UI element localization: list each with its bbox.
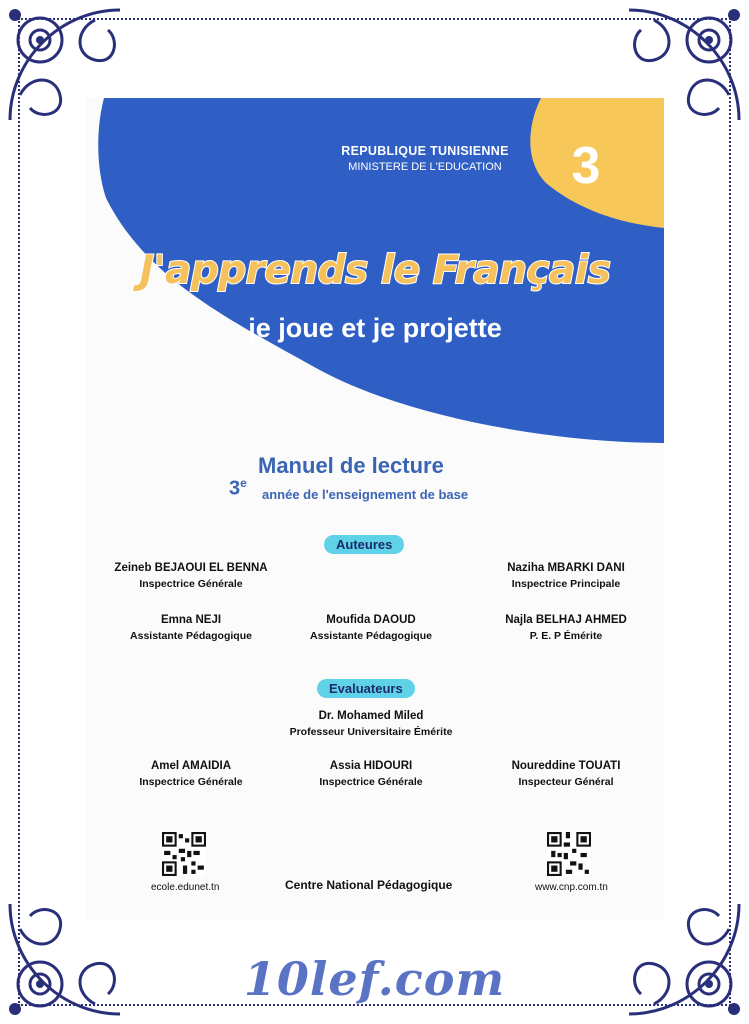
book-title: J'apprends le Français [139,248,611,293]
ministry-name: MINISTERE DE L'EDUCATION [348,161,502,173]
authors-label: Auteures [324,535,404,554]
grade-number: 3 [571,137,601,195]
publisher-name: Centre National Pédagogique [285,878,453,892]
right-url: www.cnp.com.tn [535,882,608,893]
left-url: ecole.edunet.tn [151,882,220,893]
qr-code-icon [162,832,206,876]
watermark: 10lef.com [243,952,506,1006]
manual-type: Manuel de lecture [258,453,444,478]
qr-code-icon [547,832,591,876]
book-cover [86,98,664,920]
author-3: Emna NEJI Assistante Pédagogique [130,614,252,642]
evaluators-label: Evaluateurs [317,679,415,698]
author-2: Naziha MBARKI DANI Inspectrice Principale [507,562,625,590]
book-subtitle: je joue et je projette [248,313,502,343]
year-line: année de l'enseignement de base [262,487,469,502]
evaluator-4: Noureddine TOUATI Inspecteur Général [511,760,621,788]
evaluator-2: Amel AMAIDIA Inspectrice Générale [139,760,243,788]
grade-level: 3e [229,476,247,500]
evaluator-1: Dr. Mohamed Miled Professeur Universitaire Émérite [289,710,453,738]
evaluator-3: Assia HIDOURI Inspectrice Générale [319,760,423,788]
author-4: Moufida DAOUD Assistante Pédagogique [310,614,432,642]
country-name: REPUBLIQUE TUNISIENNE [341,144,509,158]
author-1: Zeineb BEJAOUI EL BENNA Inspectrice Générale [114,562,268,590]
author-5: Najla BELHAJ AHMED P. E. P Émérite [505,614,627,642]
